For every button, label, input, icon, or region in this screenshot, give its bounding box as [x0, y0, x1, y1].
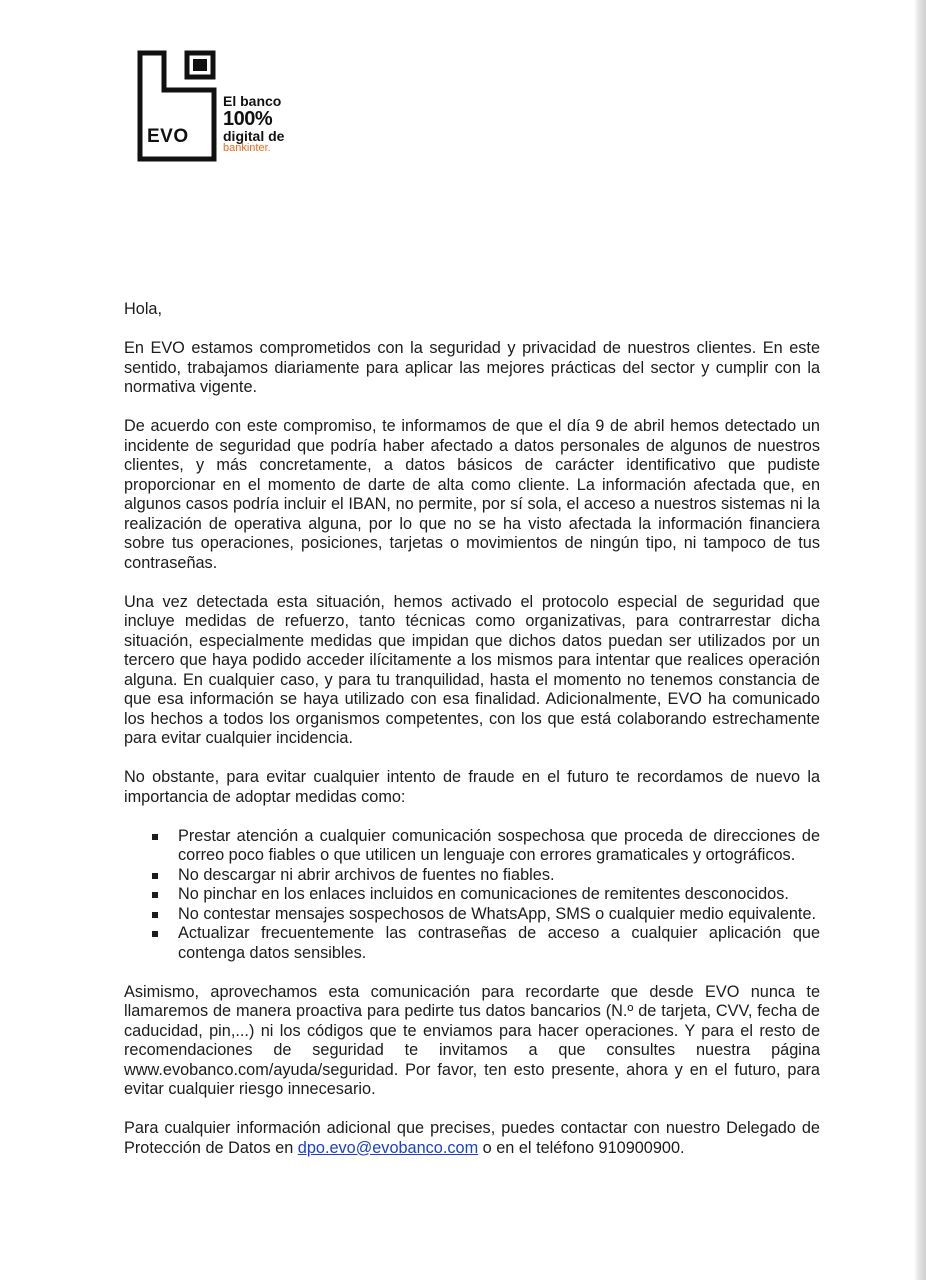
list-item [124, 924, 820, 963]
logo-tagline-line-1: El banco [223, 93, 282, 109]
logo-tagline-line-2: 100% [223, 108, 273, 130]
bullet-square-icon [152, 892, 158, 898]
evo-logo [137, 50, 307, 162]
contact-text-before: Para cualquier información adicional que precises, puedes contactar con nuestro Delegado de Protección de Datos en [124, 1119, 820, 1157]
paragraph-commitment: En EVO estamos comprometidos con la seguridad y privacidad de nuestros clientes. En este sentido, trabajamos diariamente para aplicar las mejores prácticas del sector y cumplir con la normativa vigente. [124, 339, 820, 396]
bullet-square-icon [152, 873, 158, 879]
greeting: Hola, [124, 300, 163, 318]
paragraph-contact [124, 1119, 820, 1158]
list-item [124, 905, 820, 925]
contact-text-after: o en el teléfono 910900900. [478, 1138, 685, 1157]
page-edge-shadow [914, 0, 926, 1280]
list-item [124, 866, 820, 886]
bullet-square-icon [152, 834, 158, 840]
letter-body [124, 300, 820, 1178]
list-item-text: Actualizar frecuentemente las contraseñas de acceso a cualquier aplicación que contenga datos sensibles. [178, 924, 820, 962]
paragraph-incident: De acuerdo con este compromiso, te informamos de que el día 9 de abril hemos detectado un incidente de seguridad que podría haber afectado a datos personales de algunos de nuestros clientes, y más concretamente, a datos básicos de carácter identificativo que pudiste proporcionar en el momento de darte de alta como cliente. La información afectada que, en algunos casos podría incluir el IBAN, no permite, por sí sola, el acceso a nuestros sistemas ni la realización de operativa alguna, por lo que no se ha visto afectada la información financiera sobre tus operaciones, posiciones, tarjetas o movimientos de ningún tipo, ni tampoco de tus contraseñas. [124, 417, 820, 572]
dpo-email-link[interactable]: dpo.evo@evobanco.com [297, 1138, 479, 1157]
logo-tagline [223, 94, 284, 154]
recommendations-list [124, 827, 820, 964]
list-item [124, 885, 820, 905]
logo-tagline-line-3: digital de [223, 128, 285, 144]
bullet-square-icon [152, 912, 158, 918]
list-item-text: Prestar atención a cualquier comunicación sospechosa que proceda de direcciones de correo poco fiables o que utilicen un lenguaje con errores gramaticales y ortográficos. [178, 826, 820, 864]
logo-brand-text: EVO [147, 126, 189, 147]
bullet-square-icon [152, 931, 158, 937]
list-item-text: No descargar ni abrir archivos de fuentes no fiables. [178, 865, 555, 884]
logo-tagline-bankinter: bankinter. [223, 142, 271, 154]
list-item-text: No pinchar en los enlaces incluidos en comunicaciones de remitentes desconocidos. [178, 885, 789, 903]
paragraph-never-call: Asimismo, aprovechamos esta comunicación para recordarte que desde EVO nunca te llamaremos de manera proactiva para pedirte tus datos bancarios (N.º de tarjeta, CVV, fecha de caducidad, pin,...) ni los códigos que te enviamos para hacer operaciones. Y para el resto de recomendaciones de seguridad te invitamos a que consultes nuestra página www.evobanco.com/ayuda/seguridad. Por favor, ten esto presente, ahora y en el futuro, para evitar cualquier riesgo innecesario. [124, 982, 820, 1098]
paragraph-recommendations-intro: No obstante, para evitar cualquier intento de fraude en el futuro te recordamos de nuevo la importancia de adoptar medidas como: [124, 768, 820, 806]
list-item-text: No contestar mensajes sospechosos de WhatsApp, SMS o cualquier medio equivalente. [178, 904, 817, 923]
list-item [124, 827, 820, 866]
paragraph-measures: Una vez detectada esta situación, hemos activado el protocolo especial de seguridad que incluye medidas de refuerzo, tanto técnicas como organizativas, para contrarrestar dicha situación, especialmente medidas que impidan que dichos datos puedan ser utilizados por un tercero que haya podido acceder ilícitamente a los mismos para intentar que realices operación alguna. En cualquier caso, y para tu tranquilidad, hasta el momento no tenemos constancia de que esa información se haya utilizado con esa finalidad. Adicionalmente, EVO ha comunicado los hechos a todos los organismos competentes, con los que está colaborando estrechamente para evitar cualquier incidencia. [124, 592, 820, 747]
